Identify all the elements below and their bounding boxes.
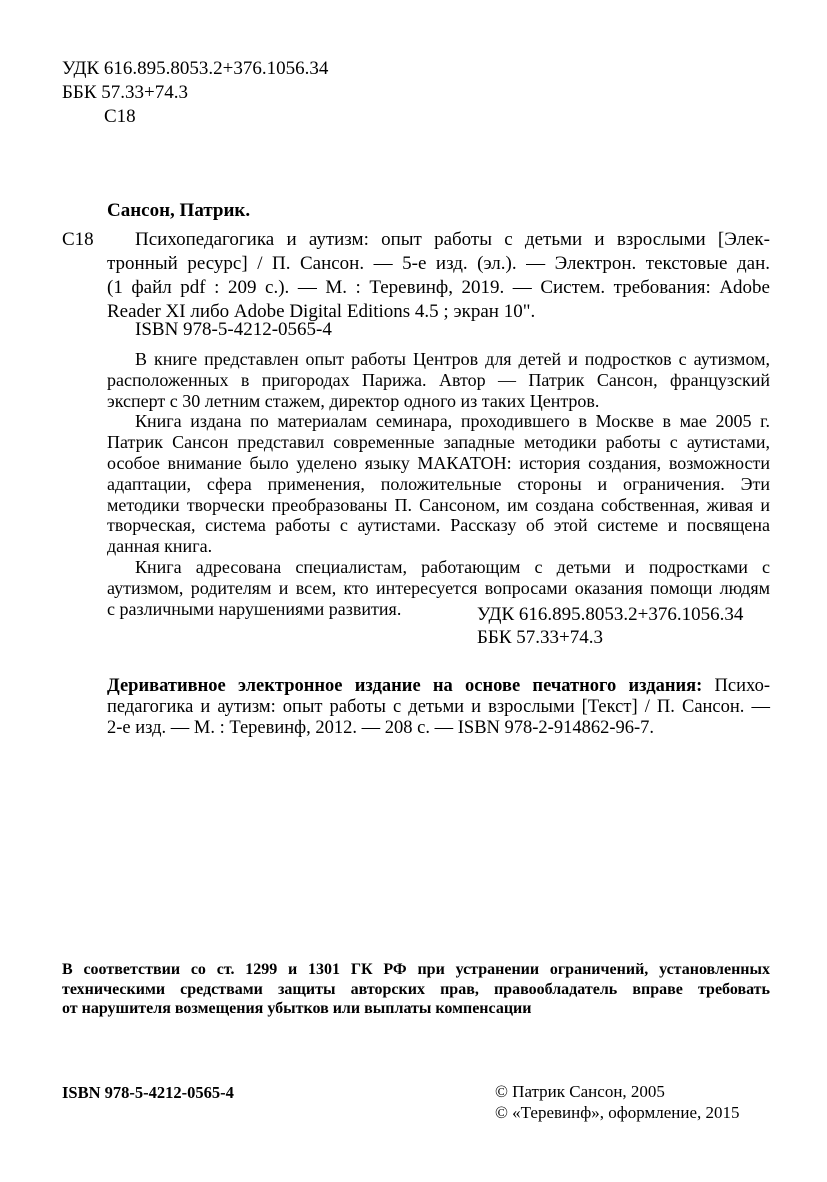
description-line: Reader XI либо Adobe Digital Editions 4.5 ; экран 10".: [107, 301, 536, 322]
classification-repeat: [477, 603, 743, 649]
annotation-line: В книге представлен опыт работы Центров для детей и подростков с аутизмом,: [135, 349, 770, 369]
annotation-line: Патрик Сансон представил современные западные методики работы с аутистами,: [107, 432, 770, 453]
derivative-edition-note: [107, 676, 770, 739]
derivative-line-rest: Психо-: [702, 676, 770, 696]
legal-line: техническими средствами защиты авторских прав, правообладатель вправе требовать: [62, 980, 770, 998]
isbn-record: ISBN 978-5-4212-0565-4: [135, 319, 332, 340]
annotation: [107, 349, 770, 619]
annotation-line: методики творчески преобразованы П. Сансоном, им создана собственная, живая и: [107, 494, 770, 515]
annotation-line: творческая, система работы с аутистами. Рассказу об этой системе и посвящена: [107, 515, 770, 536]
annotation-line: расположенных в пригородах Парижа. Автор — Патрик Сансон, французский: [107, 369, 770, 390]
author-heading: Сансон, Патрик.: [107, 200, 251, 221]
description-line: тронный ресурс] / П. Сансон. — 5-е изд. (эл.). — Электрон. текстовые дан.: [107, 253, 770, 274]
copyright-design: © «Теревинф», оформление, 2015: [495, 1103, 740, 1122]
author-mark: С18: [62, 229, 94, 250]
classification-block: [62, 57, 328, 129]
description-line: Психопедагогика и аутизм: опыт работы с детьми и взрослыми [Элек-: [135, 229, 770, 250]
udk-code-repeat: УДК 616.895.8053.2+376.1056.34: [477, 604, 744, 625]
author-sign: С18: [104, 106, 136, 127]
footer-isbn: ISBN 978-5-4212-0565-4: [62, 1083, 234, 1102]
annotation-line: особое внимание было уделено языку МАКАТОН: история создания, возможности: [107, 452, 770, 473]
copyright-author: © Патрик Сансон, 2005: [495, 1082, 665, 1101]
annotation-line: данная книга.: [107, 536, 213, 557]
udk-code: УДК 616.895.8053.2+376.1056.34: [62, 58, 329, 79]
legal-line: от нарушителя возмещения убытков или выплаты компенсации: [62, 1000, 532, 1017]
annotation-line: Книга издана по материалам семинара, проходившего в Москве в мае 2005 г.: [135, 411, 770, 432]
annotation-line: аутизмом, родителям и всем, кто интересуется вопросами оказания помощи людям: [107, 577, 770, 598]
derivative-lead: Деривативное электронное издание на основе печатного издания:: [107, 676, 703, 696]
copyright-block: [495, 1081, 740, 1123]
bibliographic-description: [107, 228, 770, 324]
legal-line: В соответствии со ст. 1299 и 1301 ГК РФ при устранении ограничений, установленных: [62, 961, 770, 978]
annotation-line: Книга адресована специалистам, работающим с детьми и подростками с: [135, 556, 770, 577]
legal-notice: [62, 960, 770, 1019]
annotation-line: с различными нарушениями развития.: [107, 598, 402, 619]
derivative-line: [107, 676, 770, 697]
derivative-line: педагогика и аутизм: опыт работы с детьми и взрослыми [Текст] / П. Сансон. —: [107, 697, 770, 717]
description-line: (1 файл pdf : 209 с.). — М. : Теревинф, 2019. — Систем. требования: Adobe: [107, 277, 770, 298]
annotation-line: эксперт с 30 летним стажем, директор одного из таких Центров.: [107, 390, 600, 411]
bbk-code-repeat: ББК 57.33+74.3: [477, 627, 603, 648]
annotation-line: адаптации, сфера применения, положительные стороны и ограничения. Эти: [107, 473, 770, 494]
derivative-line: 2-е изд. — М. : Теревинф, 2012. — 208 с. — ISBN 978-2-914862-96-7.: [107, 718, 655, 738]
bbk-code: ББК 57.33+74.3: [62, 82, 188, 103]
